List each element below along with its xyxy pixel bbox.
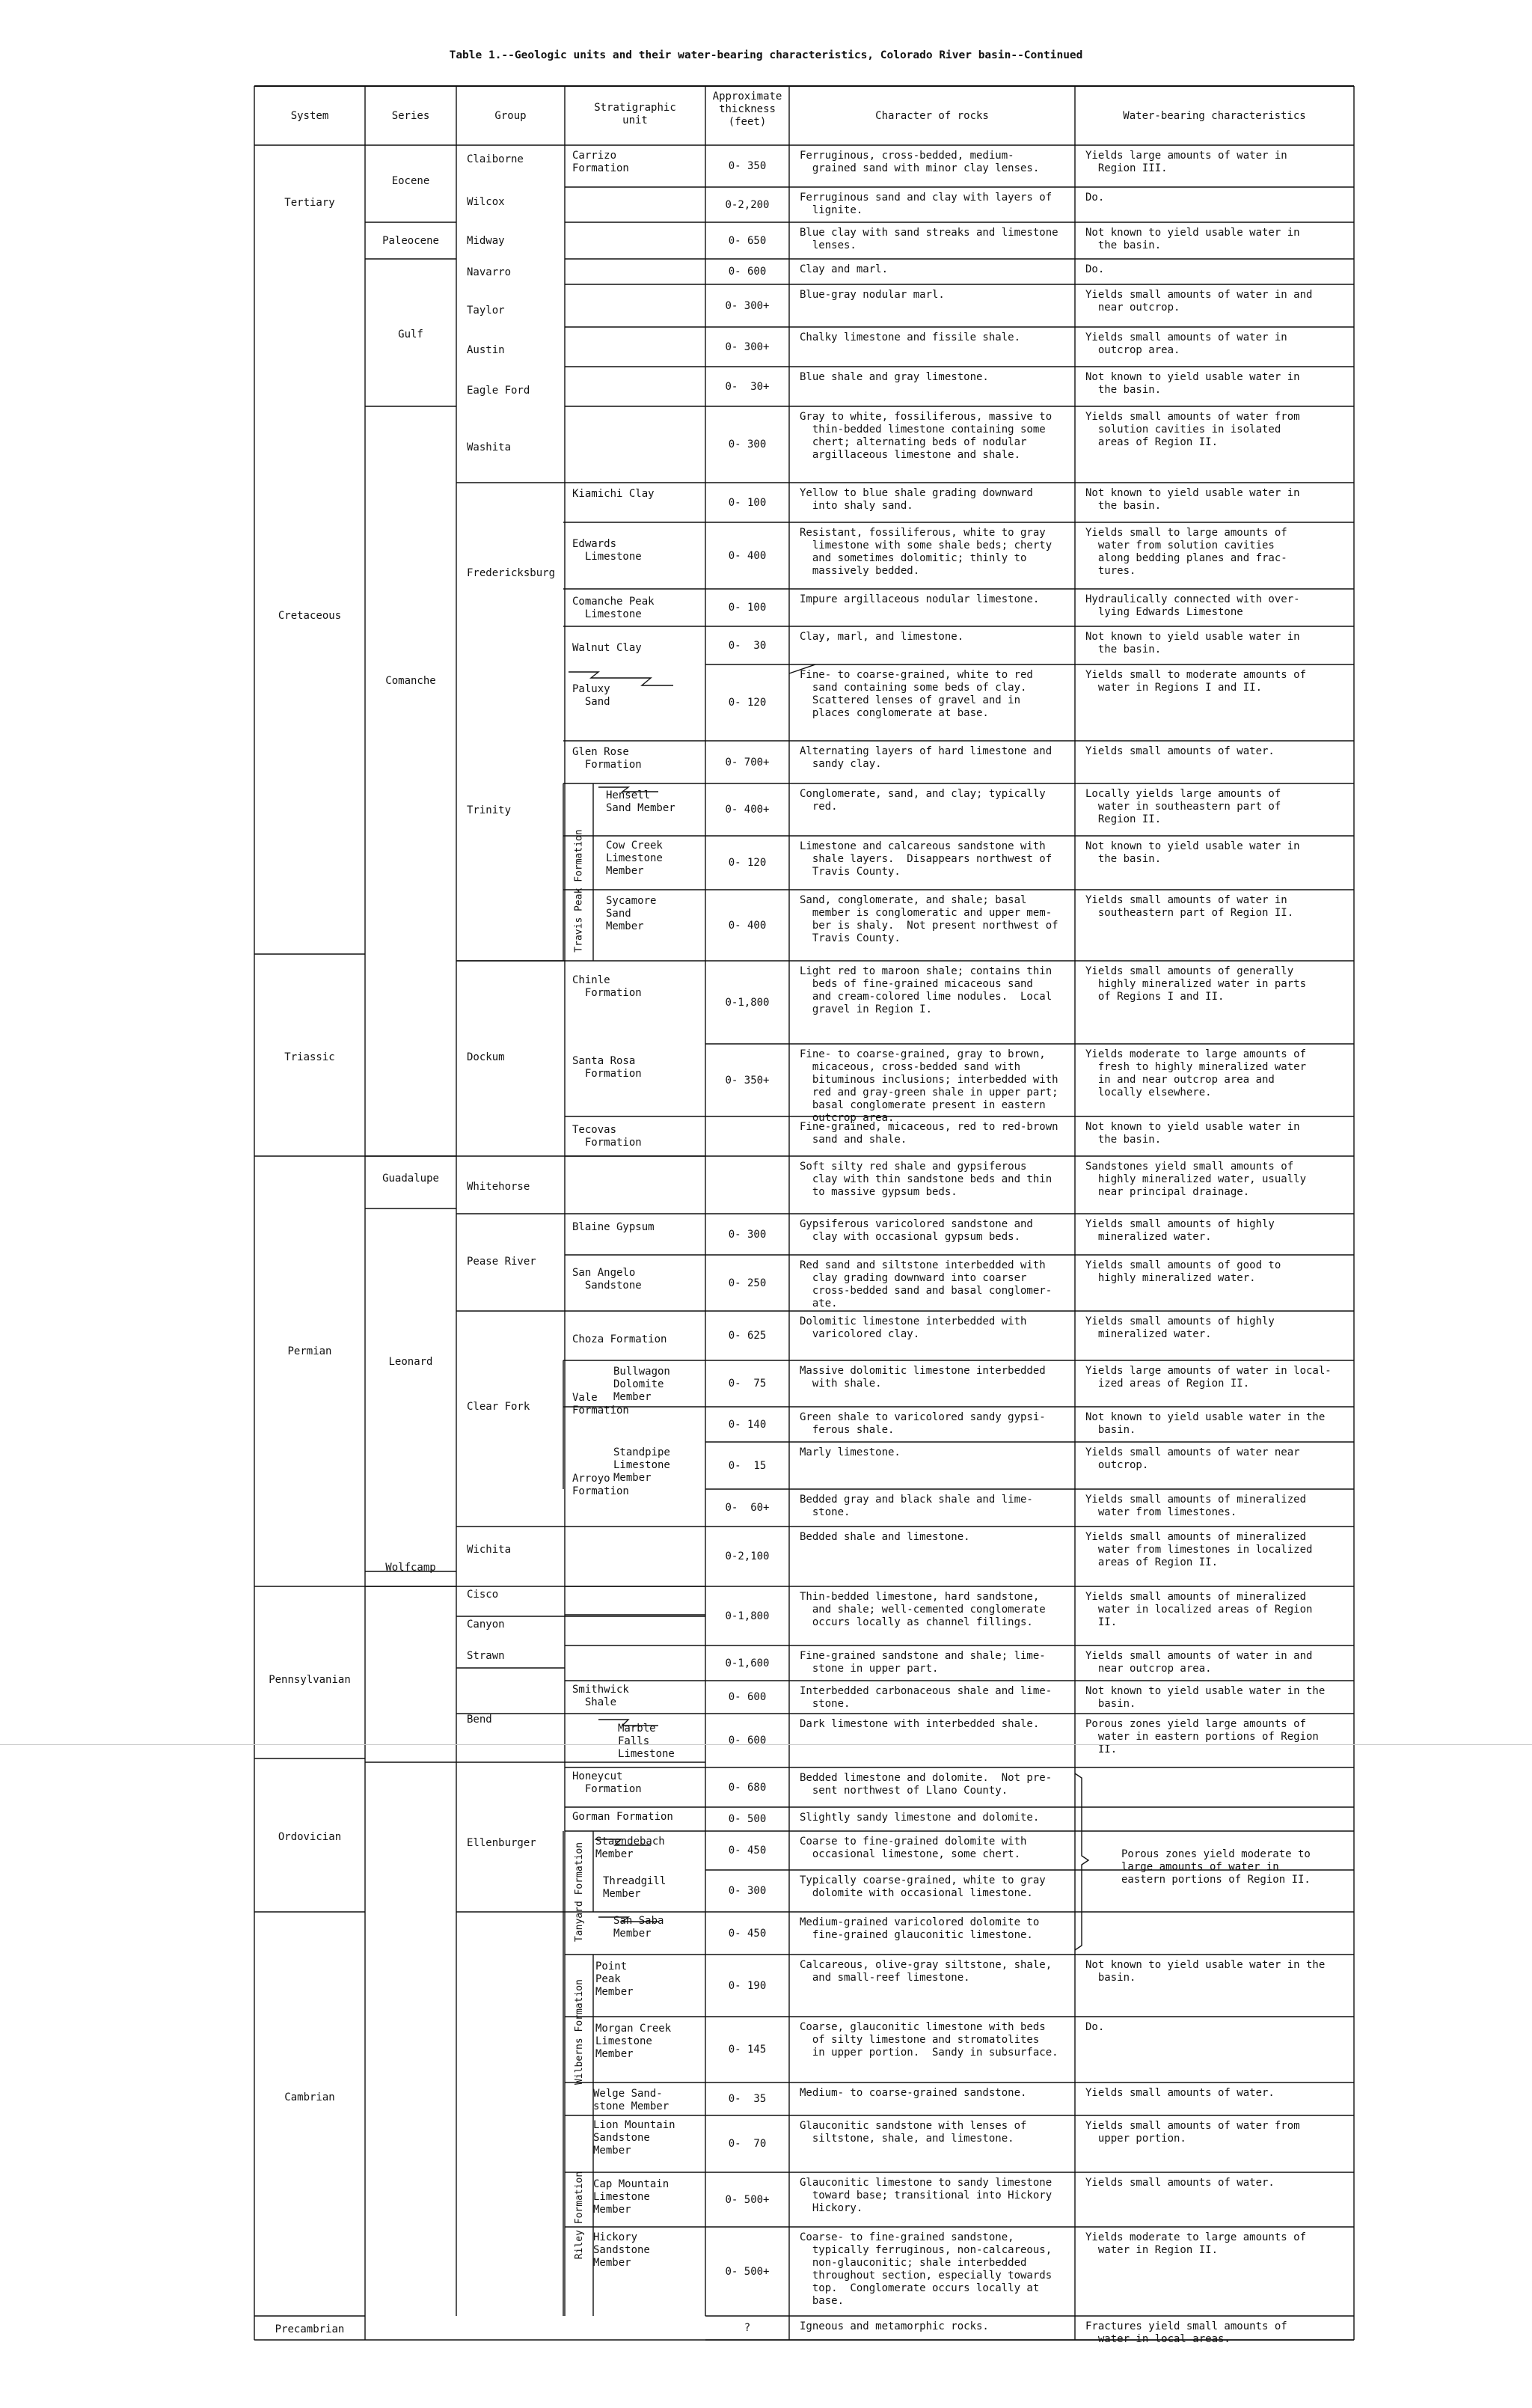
rock-description: Interbedded carbonaceous shale and lime- stone. — [800, 1685, 1053, 1710]
rock-description: Gypsiferous varicolored sandstone and clay with occasional gypsum beds. — [800, 1218, 1033, 1243]
rock-description: Resistant, fossiliferous, white to gray limestone with some shale beds; cherty and sometimes dolomitic; thinly to massively bedded. — [800, 527, 1053, 577]
series-label: Eocene — [391, 175, 430, 187]
fold-line — [0, 1744, 1532, 1745]
water-description: Yields small amounts of water in outcrop area. — [1085, 331, 1287, 356]
header-character-of-rocks: Character of rocks — [875, 110, 989, 122]
thickness-value: 0- 500+ — [725, 2265, 770, 2278]
series-label: Paleocene — [382, 235, 439, 247]
stratigraphic-unit-name: Welge Sand- stone Member — [593, 2088, 670, 2112]
series-label: Comanche — [385, 675, 436, 687]
rock-description: Fine- to coarse-grained, white to red sand containing some beds of clay. Scattered lenses of gravel and in places conglomerate at base. — [800, 669, 1033, 719]
rock-description: Sand, conglomerate, and shale; basal member is conglomeratic and upper mem- ber is shaly. Not present northwest of Travis County. — [800, 894, 1058, 944]
thickness-value: 0- 700+ — [725, 756, 770, 768]
stratigraphic-unit-name: Chinle Formation — [572, 974, 642, 999]
system-label: Cambrian — [284, 2091, 335, 2103]
water-description: Yields small to moderate amounts of water in Regions I and II. — [1085, 669, 1307, 694]
stratigraphic-unit-name: Point Peak Member — [595, 1961, 634, 1998]
rock-description: Thin-bedded limestone, hard sandstone, and shale; well-cemented conglomerate occurs locally as channel fillings. — [800, 1591, 1046, 1628]
rock-description: Dolomitic limestone interbedded with varicolored clay. — [800, 1315, 1027, 1340]
group-label: Claiborne — [467, 153, 524, 165]
rock-description: Massive dolomitic limestone interbedded with shale. — [800, 1365, 1046, 1390]
series-label: Gulf — [398, 328, 423, 340]
rock-description: Chalky limestone and fissile shale. — [800, 331, 1021, 343]
thickness-value: 0- 120 — [728, 857, 767, 869]
group-label: Wichita — [467, 1544, 512, 1556]
thickness-value: 0- 75 — [728, 1378, 767, 1390]
stratigraphic-unit-name: Santa Rosa Formation — [572, 1055, 642, 1080]
group-label: Dockum — [467, 1051, 505, 1063]
thickness-value: 0- 30 — [728, 639, 767, 652]
water-description: Porous zones yield large amounts of water in eastern portions of Region II. — [1085, 1718, 1319, 1755]
rock-description: Blue-gray nodular marl. — [800, 289, 945, 301]
water-description: Fractures yield small amounts of water in local areas. — [1085, 2320, 1287, 2345]
thickness-value: 0-1,600 — [725, 1657, 770, 1669]
rock-description: Bedded gray and black shale and lime- stone. — [800, 1494, 1033, 1518]
thickness-value: 0- 600 — [728, 1735, 767, 1747]
thickness-value: 0- 300 — [728, 1228, 767, 1241]
thickness-value: 0- 500 — [728, 1813, 767, 1825]
group-label: Midway — [467, 235, 505, 247]
water-description: Not known to yield usable water in the basin. — [1085, 631, 1300, 656]
thickness-value: 0- 120 — [728, 697, 767, 709]
thickness-value: 0- 600 — [728, 266, 767, 278]
stratigraphic-unit-name: Marble Falls Limestone — [618, 1723, 675, 1760]
stratigraphic-unit-name: Comanche Peak Limestone — [572, 596, 655, 620]
water-description: Yields small amounts of water from solution cavities in isolated areas of Region II. — [1085, 411, 1300, 448]
stratigraphic-unit-name: Edwards Limestone — [572, 538, 642, 563]
water-description: Locally yields large amounts of water in southeastern part of Region II. — [1085, 788, 1281, 825]
header-thickness: Approximate thickness (feet) — [712, 91, 782, 128]
group-label: Taylor — [467, 305, 505, 317]
rock-description: Bedded shale and limestone. — [800, 1531, 970, 1543]
thickness-value: 0- 450 — [728, 1845, 767, 1857]
rock-description: Clay, marl, and limestone. — [800, 631, 964, 643]
stratigraphic-unit-name: San Saba Member — [613, 1915, 664, 1940]
stratigraphic-unit-name: Tecovas Formation — [572, 1124, 642, 1149]
rock-description: Medium- to coarse-grained sandstone. — [800, 2087, 1027, 2099]
thickness-value: ? — [744, 2322, 751, 2334]
rock-description: Red sand and siltstone interbedded with clay grading downward into coarser cross-bedded sand and basal conglomer- ate. — [800, 1259, 1053, 1310]
rock-description: Fine- to coarse-grained, gray to brown, micaceous, cross-bedded sand with bituminous inclusions; interbedded with red and gray-green shale in upper part; basal conglomerate present in eastern outcrop area. — [800, 1048, 1058, 1124]
rock-description: Limestone and calcareous sandstone with shale layers. Disappears northwest of Travis County. — [800, 840, 1053, 878]
system-label: Pennsylvanian — [269, 1674, 351, 1686]
system-label: Ordovician — [278, 1831, 342, 1843]
rock-description: Marly limestone. — [800, 1446, 901, 1458]
rock-description: Ferruginous, cross-bedded, medium- grained sand with minor clay lenses. — [800, 150, 1040, 174]
water-description: Yields small amounts of water. — [1085, 2177, 1275, 2189]
rock-description: Igneous and metamorphic rocks. — [800, 2320, 989, 2332]
thickness-value: 0- 625 — [728, 1330, 767, 1342]
water-description: Do. — [1085, 2021, 1105, 2033]
tanyard-formation-label: Tanyard Formation — [573, 1842, 585, 1942]
rock-description: Medium-grained varicolored dolomite to fine-grained glauconitic limestone. — [800, 1916, 1040, 1941]
rock-description: Yellow to blue shale grading downward into shaly sand. — [800, 487, 1033, 512]
table-title: Table 1.--Geologic units and their water-bearing characteristics, Colorado River basin--Continued — [449, 49, 1083, 61]
thickness-value: 0- 650 — [728, 234, 767, 247]
water-description: Not known to yield usable water in the basin. — [1085, 1411, 1326, 1436]
thickness-value: 0- 300 — [728, 438, 767, 450]
water-description: Yields large amounts of water in local- ized areas of Region II. — [1085, 1365, 1332, 1390]
rock-description: Slightly sandy limestone and dolomite. — [800, 1812, 1040, 1824]
water-description: Not known to yield usable water in the basin. — [1085, 840, 1300, 865]
system-label: Precambrian — [275, 2323, 345, 2335]
group-label: Whitehorse — [467, 1181, 530, 1193]
water-description: Yields small amounts of highly mineralized water. — [1085, 1218, 1275, 1243]
rock-description: Gray to white, fossiliferous, massive to thin-bedded limestone containing some chert; alternating beds of nodular argillaceous limestone and shale. — [800, 411, 1053, 461]
arroyo-formation-label: Arroyo Formation — [572, 1473, 629, 1497]
group-label: Clear Fork — [467, 1401, 530, 1413]
thickness-value: 0-1,800 — [725, 1610, 770, 1622]
water-description: Yields small amounts of water. — [1085, 2087, 1275, 2099]
stratigraphic-unit-name: Blaine Gypsum — [572, 1221, 655, 1233]
water-description: Not known to yield usable water in the basin. — [1085, 371, 1300, 396]
water-description: Yields small amounts of water in and near outcrop. — [1085, 289, 1313, 314]
water-description: Porous zones yield moderate to large amounts of water in eastern portions of Region II. — [1121, 1848, 1311, 1886]
thickness-value: 0- 600 — [728, 1691, 767, 1703]
thickness-value: 0- 250 — [728, 1277, 767, 1289]
stratigraphic-unit-name: San Angelo Sandstone — [572, 1267, 642, 1292]
header-system: System — [290, 110, 329, 122]
water-description: Yields small amounts of mineralized water from limestones in localized areas of Region II. — [1085, 1531, 1313, 1568]
vale-formation-label: Vale Formation — [572, 1392, 629, 1417]
thickness-value: 0- 400 — [728, 549, 767, 562]
rock-description: Conglomerate, sand, and clay; typically red. — [800, 788, 1046, 813]
thickness-value: 0- 100 — [728, 496, 767, 509]
water-description: Yields moderate to large amounts of fresh to highly mineralized water in and near outcrop area and locally elsewhere. — [1085, 1048, 1307, 1098]
thickness-value: 0- 70 — [728, 2138, 767, 2150]
water-description: Do. — [1085, 263, 1105, 275]
rock-description: Calcareous, olive-gray siltstone, shale, and small-reef limestone. — [800, 1959, 1053, 1984]
system-label: Triassic — [284, 1051, 335, 1063]
travis-peak-formation-label: Travis Peak Formation — [573, 828, 585, 953]
wilberns-formation-label: Wilberns Formation — [573, 1978, 585, 2085]
group-label: Eagle Ford — [467, 385, 530, 397]
group-label: Ellenburger — [467, 1837, 536, 1849]
water-description: Yields small amounts of water in southeastern part of Region II. — [1085, 894, 1294, 919]
stratigraphic-unit-name: Hickory Sandstone Member — [593, 2231, 650, 2269]
water-description: Do. — [1085, 192, 1105, 204]
thickness-value: 0- 60+ — [725, 1502, 770, 1514]
stratigraphic-unit-name: Sycamore Sand Member — [606, 895, 657, 932]
stratigraphic-unit-name: Kiamichi Clay — [572, 488, 655, 500]
thickness-value: 0-2,100 — [725, 1550, 770, 1562]
rock-description: Green shale to varicolored sandy gypsi- ferous shale. — [800, 1411, 1046, 1436]
thickness-value: 0- 100 — [728, 602, 767, 614]
group-label: Washita — [467, 441, 512, 453]
water-description: Yields small amounts of water. — [1085, 745, 1275, 757]
thickness-value: 0-1,800 — [725, 996, 770, 1009]
water-description: Yields small amounts of highly mineralized water. — [1085, 1315, 1275, 1340]
stratigraphic-unit-name: Standpipe Limestone Member — [613, 1446, 670, 1484]
group-label: Trinity — [467, 804, 512, 816]
water-description: Hydraulically connected with over- lying Edwards Limestone — [1085, 593, 1300, 618]
thickness-value: 0- 190 — [728, 1979, 767, 1992]
stratigraphic-unit-name: Paluxy Sand — [572, 683, 610, 708]
thickness-value: 0- 350+ — [725, 1074, 770, 1087]
group-label: Wilcox — [467, 196, 505, 208]
stratigraphic-unit-name: Staendebach Member — [595, 1836, 665, 1860]
group-label: Bend — [467, 1714, 492, 1726]
stratigraphic-unit-name: Glen Rose Formation — [572, 746, 642, 771]
water-description: Not known to yield usable water in the basin. — [1085, 1959, 1326, 1984]
stratigraphic-unit-name: Cap Mountain Limestone Member — [593, 2178, 670, 2216]
thickness-value: 0- 15 — [728, 1459, 767, 1472]
water-description: Not known to yield usable water in the basin. — [1085, 1685, 1326, 1710]
water-description: Yields moderate to large amounts of water in Region II. — [1085, 2231, 1307, 2256]
rock-description: Clay and marl. — [800, 263, 889, 275]
group-label: Cisco — [467, 1589, 499, 1601]
series-label: Leonard — [388, 1356, 433, 1368]
rock-description: Glauconitic limestone to sandy limestone toward base; transitional into Hickory Hickory. — [800, 2177, 1053, 2214]
thickness-value: 0- 145 — [728, 2044, 767, 2056]
group-label: Pease River — [467, 1256, 536, 1268]
header-water-bearing: Water-bearing characteristics — [1123, 110, 1306, 122]
rock-description: Alternating layers of hard limestone and sandy clay. — [800, 745, 1053, 770]
rock-description: Coarse to fine-grained dolomite with occasional limestone, some chert. — [800, 1836, 1027, 1860]
system-label: Tertiary — [284, 197, 335, 209]
thickness-value: 0- 300 — [728, 1885, 767, 1897]
rock-description: Soft silty red shale and gypsiferous clay with thin sandstone beds and thin to massive gypsum beds. — [800, 1161, 1053, 1198]
thickness-value: 0- 300+ — [725, 340, 770, 353]
water-description: Not known to yield usable water in the basin. — [1085, 487, 1300, 512]
rock-description: Fine-grained, micaceous, red to red-brown sand and shale. — [800, 1121, 1058, 1146]
contact-line — [1075, 1773, 1088, 1950]
thickness-value: 0- 680 — [728, 1781, 767, 1794]
stratigraphic-unit-name: Lion Mountain Sandstone Member — [593, 2119, 675, 2157]
stratigraphic-unit-name: Morgan Creek Limestone Member — [595, 2023, 672, 2060]
thickness-value: 0- 140 — [728, 1418, 767, 1431]
water-description: Not known to yield usable water in the basin. — [1085, 1121, 1300, 1146]
stratigraphic-unit-name: Carrizo Formation — [572, 150, 629, 174]
thickness-value: 0- 400 — [728, 919, 767, 932]
header-series: Series — [391, 110, 430, 122]
rock-description: Bedded limestone and dolomite. Not pre- sent northwest of Llano County. — [800, 1772, 1053, 1797]
stratigraphic-unit-name: Gorman Formation — [572, 1811, 673, 1823]
rock-description: Coarse, glauconitic limestone with beds of silty limestone and stromatolites in upper portion. Sandy in subsurface. — [800, 2021, 1058, 2059]
rock-description: Light red to maroon shale; contains thin beds of fine-grained micaceous sand and cream-colored lime nodules. Local gravel in Region I. — [800, 965, 1053, 1015]
water-description: Sandstones yield small amounts of highly mineralized water, usually near principal drainage. — [1085, 1161, 1307, 1198]
rock-description: Glauconitic sandstone with lenses of siltstone, shale, and limestone. — [800, 2120, 1027, 2145]
thickness-value: 0- 450 — [728, 1927, 767, 1940]
system-label: Permian — [287, 1345, 332, 1357]
group-label: Navarro — [467, 266, 512, 278]
water-description: Yields small amounts of water in and near outcrop area. — [1085, 1650, 1313, 1675]
stratigraphic-unit-name: Honeycut Formation — [572, 1770, 642, 1795]
thickness-value: 0- 35 — [728, 2093, 767, 2105]
group-label: Canyon — [467, 1619, 505, 1631]
thickness-value: 0- 350 — [728, 160, 767, 172]
water-description: Yields small amounts of water near outcrop. — [1085, 1446, 1300, 1471]
group-label: Austin — [467, 344, 505, 356]
stratigraphic-unit-name: Hensell Sand Member — [606, 789, 675, 814]
header-stratigraphic-unit: Stratigraphic unit — [594, 102, 676, 126]
riley-formation-label: Riley Formation — [573, 2171, 585, 2259]
rock-description: Ferruginous sand and clay with layers of lignite. — [800, 192, 1053, 216]
rock-description: Typically coarse-grained, white to gray dolomite with occasional limestone. — [800, 1874, 1046, 1899]
rock-description: Coarse- to fine-grained sandstone, typically ferruginous, non-calcareous, non-glauconitic; shale interbedded throughout section, especially towards top. Conglomerate occurs locally at base. — [800, 2231, 1053, 2307]
system-label: Cretaceous — [278, 610, 342, 622]
water-description: Yields small amounts of mineralized water from limestones. — [1085, 1494, 1307, 1518]
stratigraphic-unit-name: Choza Formation — [572, 1333, 667, 1345]
group-label: Fredericksburg — [467, 567, 556, 579]
thickness-value: 0- 400+ — [725, 804, 770, 816]
stratigraphic-unit-name: Smithwick Shale — [572, 1684, 629, 1708]
stratigraphic-unit-name: Cow Creek Limestone Member — [606, 840, 663, 877]
stratigraphic-unit-name: Threadgill Member — [603, 1875, 667, 1900]
water-description: Yields large amounts of water in Region III. — [1085, 150, 1287, 174]
rock-description: Fine-grained sandstone and shale; lime- stone in upper part. — [800, 1650, 1046, 1675]
series-label: Guadalupe — [382, 1173, 439, 1185]
stratigraphic-unit-name: Walnut Clay — [572, 642, 642, 654]
water-description: Yields small amounts of generally highly mineralized water in parts of Regions I and II. — [1085, 965, 1307, 1003]
thickness-value: 0- 30+ — [725, 380, 770, 393]
water-description: Not known to yield usable water in the basin. — [1085, 227, 1300, 251]
rock-description: Impure argillaceous nodular limestone. — [800, 593, 1040, 605]
water-description: Yields small to large amounts of water from solution cavities along bedding planes and frac- tures. — [1085, 527, 1287, 577]
water-description: Yields small amounts of mineralized water in localized areas of Region II. — [1085, 1591, 1313, 1628]
water-description: Yields small amounts of water from upper portion. — [1085, 2120, 1300, 2145]
group-label: Strawn — [467, 1650, 505, 1662]
rock-description: Dark limestone with interbedded shale. — [800, 1718, 1040, 1730]
rock-description: Blue clay with sand streaks and limestone lenses. — [800, 227, 1058, 251]
stratigraphic-unit-name: Bullwagon Dolomite Member — [613, 1366, 670, 1403]
header-group: Group — [494, 110, 527, 122]
water-description: Yields small amounts of good to highly mineralized water. — [1085, 1259, 1281, 1284]
thickness-value: 0- 300+ — [725, 299, 770, 312]
thickness-value: 0- 500+ — [725, 2193, 770, 2206]
rock-description: Blue shale and gray limestone. — [800, 371, 989, 383]
thickness-value: 0-2,200 — [725, 198, 770, 211]
series-label: Wolfcamp — [385, 1562, 436, 1574]
